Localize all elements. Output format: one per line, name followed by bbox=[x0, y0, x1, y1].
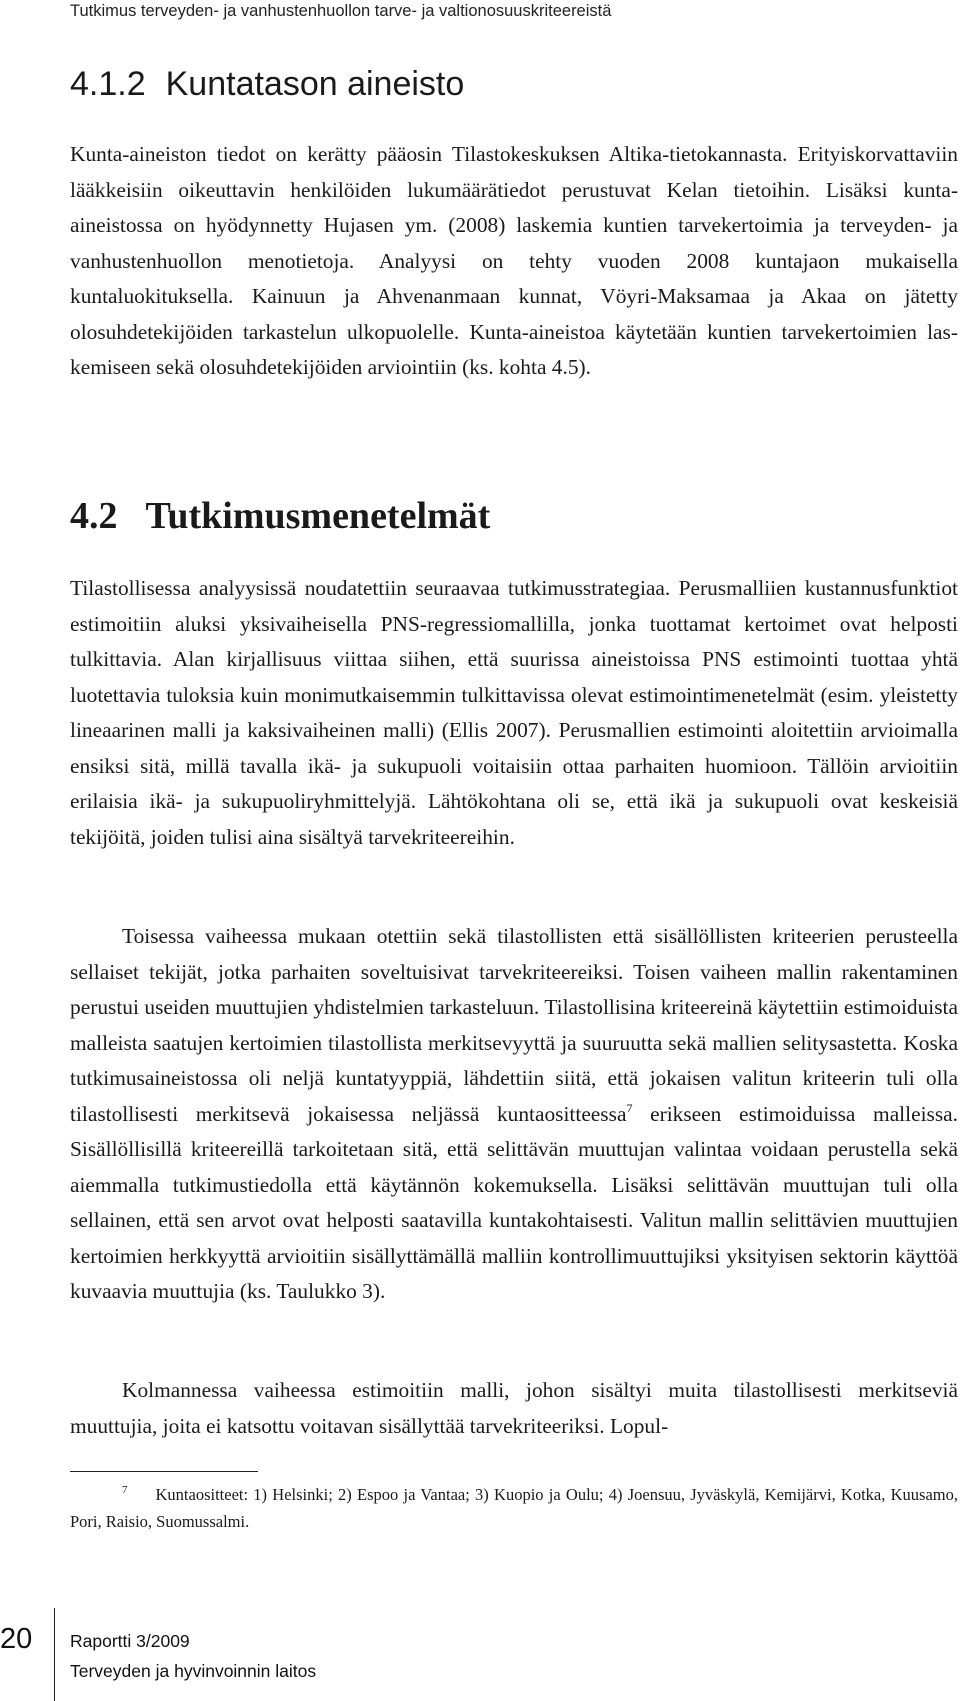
paragraph-text: erikseen estimoiduissa malleissa. Sisällöllisillä kriteereillä tarkoitetaan sitä, että selittävän muuttujan valintaa voidaan perustella sekä aiemmalla tutkimustiedolla että käytännön kokemuksella. Lisäksi selittävän muuttujan tuli olla sellainen, että sen arvot ovat helposti saatavilla kuntakohtaisesti. Valitun mallin selittävien muuttujien kertoimien herkkyyttä arvioitiin sisällyttämällä malliin kontrollimuuttujiksi yksityisen sektorin käyttöä kuvaavia muuttujia (ks. Taulukko 3). bbox=[70, 1101, 959, 1303]
paragraph-tutkimusmenetelmat-2 bbox=[70, 919, 958, 1310]
section-title: Tutkimusmenetelmät bbox=[145, 495, 491, 537]
page-number: 20 bbox=[0, 1623, 33, 1655]
paragraph-kuntatason-aineisto: Kunta-aineiston tiedot on kerätty pääosin Tilastokeskuksen Altika-tietokannasta. Erityiskorvattaviin lääkkeisiin oikeuttavin henkilöiden lukumäärätiedot perustuvat Kelan tietoihin. Lisäksi kunta-aineistossa on hyödynnetty Hujasen ym. (2008) laskemia kuntien tarvekertoimia ja terveyden- ja vanhustenhuollon menotietoja. Analyysi on tehty vuoden 2008 kuntajaon mukaisella kuntaluokituksella. Kainuun ja Ahvenanmaan kunnat, Vöyri-Maksamaa ja Akaa on jätetty olosuhdetekijöiden tarkastelun ulkopuolelle. Kunta-aineistoa käytetään kuntien tarvekertoimien laskemiseen sekä olosuhdetekijöiden arviointiin (ks. kohta 4.5). bbox=[70, 142, 958, 379]
section-heading-4-2 bbox=[70, 494, 490, 538]
report-number: Raportti 3/2009 bbox=[70, 1631, 190, 1651]
paragraph-tutkimusmenetelmat-1: Tilastollisessa analyysissä noudatettiin seuraavaa tutkimusstrategiaa. Perusmalliien kustannusfunktiot estimoitiin aluksi yksivaiheisella PNS-regressiomallilla, jonka tuottamat kertoimet ovat helposti tulkittavia. Alan kirjallisuus viittaa siihen, että suurissa aineistoissa PNS estimointi tuottaa yhtä luotettavia tuloksia kuin monimutkaisemmin tulkittavissa olevat estimointimenetelmät (esim. yleistetty lineaarinen malli ja kaksivaiheinen malli) (Ellis 2007). Perusmallien estimointi aloitettiin arvioimalla ensiksi sitä, millä tavalla ikä- ja sukupuoli voitaisiin ottaa parhaiten huomioon. Tällöin arvioitiin erilaisia ikä- ja sukupuoliryhmittelyjä. Lähtökohtana oli se, että ikä ja sukupuoli ovat keskeisiä tekijöitä, joiden tulisi aina sisältyä tarvekriteereihin. bbox=[70, 576, 958, 849]
running-header: Tutkimus terveyden- ja vanhustenhuollon tarve- ja valtionosuuskriteereistä bbox=[70, 2, 612, 20]
footnote-text: Kuntaositteet: 1) Helsinki; 2) Espoo ja Vantaa; 3) Kuopio ja Oulu; 4) Joensuu, Jyväskylä, Kemijärvi, Kotka, Kuusamo, Pori, Raisio, Suomussalmi. bbox=[70, 1485, 958, 1531]
paragraph-tutkimusmenetelmat-3: Kolmannessa vaiheessa estimoitiin malli, johon sisältyi muita tilastollisesti merkitseviä muuttujia, joita ei katsottu voitavan sisällyttää tarvekriteeriksi. Lopul- bbox=[70, 1378, 958, 1438]
footnote-mark: 7 bbox=[122, 1484, 128, 1496]
footer-divider bbox=[54, 1608, 55, 1701]
section-number: 4.2 bbox=[70, 495, 118, 537]
section-title: Kuntatason aineisto bbox=[165, 65, 465, 103]
publisher-name: Terveyden ja hyvinvoinnin laitos bbox=[70, 1661, 317, 1681]
section-heading-4-1-2 bbox=[70, 65, 464, 104]
paragraph-text: Toisessa vaiheessa mukaan otettiin sekä tilastollisten että sisällöllisten kriteerien perusteella sellaiset tekijät, jotka parhaiten soveltuisivat tarvekriteereiksi. Toisen vaiheen mallin rakentaminen perustui useiden muuttujien yhdistelmien tarkasteluun. Tilastollisina kriteereinä käytettiin estimoiduista malleista saatujen kertoimien tilastollista merkitsevyyttä ja suuruutta sekä mallien selitysastetta. Koska tutkimusaineistossa oli neljä kuntatyyppiä, lähdettiin siitä, että jokaisen valitun kriteerin tuli olla tilastollisesti merkitsevä jokaisessa neljässä kuntaositteessa bbox=[70, 924, 958, 1126]
footnote-divider bbox=[70, 1471, 258, 1472]
section-number: 4.1.2 bbox=[70, 65, 146, 103]
footnote bbox=[70, 1481, 958, 1535]
footnote-reference[interactable]: 7 bbox=[626, 1100, 633, 1115]
